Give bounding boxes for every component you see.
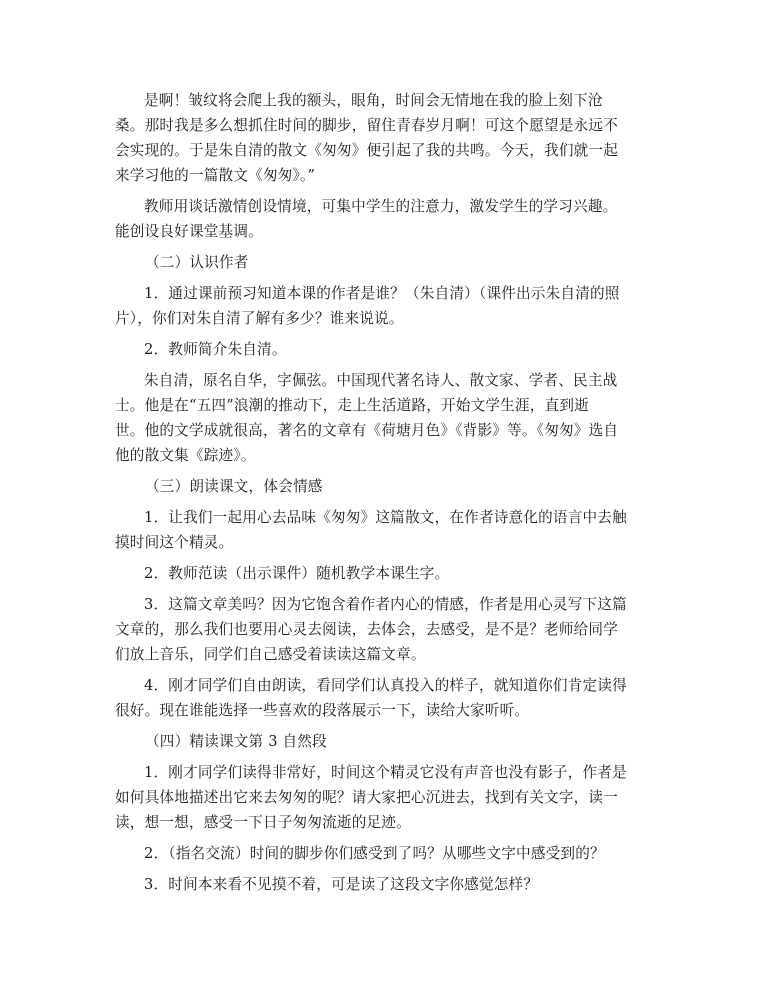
paragraph-line: 4．刚才同学们自由朗读，看同学们认真投入的样子，就知道你们肯定读得 <box>144 677 627 694</box>
paragraph <box>115 88 655 188</box>
paragraph-line: 2．教师范读（出示课件）随机教学本课生字。 <box>144 565 450 582</box>
paragraph-line: 片），你们对朱自清了解有多少？谁来说说。 <box>115 310 404 327</box>
paragraph-line: 们放上音乐，同学们自己感受着读读这篇文章。 <box>115 646 426 663</box>
paragraph-line: 朱自清，原名自华，字佩弦。中国现代著名诗人、散文家、学者、民主战 <box>144 372 618 389</box>
section-heading: （三）朗读课文，体会情感 <box>145 478 323 495</box>
paragraph-line: 他的散文集《踪迹》。 <box>115 447 256 464</box>
paragraph-line: 文章的，那么我们也要用心灵去阅读，去体会，去感受，是不是？老师给同学 <box>115 621 618 638</box>
paragraph <box>115 194 655 244</box>
paragraph-line: 如何具体地描述出它来去匆匆的呢？请大家把心沉进去，找到有关文字，读一 <box>115 789 618 806</box>
paragraph-line: 2．（指名交流）时间的脚步你们感受到了吗？从哪些文字中感受到的？ <box>144 845 605 862</box>
section-heading: （四）精读课文第 3 自然段 <box>145 733 327 750</box>
paragraph <box>115 841 655 866</box>
paragraph <box>115 872 655 897</box>
paragraph-line: 来学习他的一篇散文《匆匆》。” <box>115 167 316 184</box>
paragraph-line: 士。他是在“五四”浪潮的推动下，走上生活道路，开始文学生涯，直到逝 <box>115 397 589 414</box>
paragraph <box>115 505 655 555</box>
paragraph-line: 读，想一想，感受一下日子匆匆流逝的足迹。 <box>115 814 411 831</box>
paragraph <box>115 673 655 723</box>
paragraph-line: 2．教师简介朱自清。 <box>144 341 287 358</box>
paragraph <box>115 281 655 331</box>
paragraph-line: 是啊！皱纹将会爬上我的额头，眼角，时间会无情地在我的脸上刻下沧 <box>144 92 603 109</box>
paragraph-line: 会实现的。于是朱自清的散文《匆匆》便引起了我的共鸣。今天，我们就一起 <box>115 142 618 159</box>
paragraph-line: 摸时间这个精灵。 <box>115 534 234 551</box>
paragraph-line: 桑。那时我是多么想抓住时间的脚步，留住青春岁月啊！可这个愿望是永远不 <box>115 117 618 134</box>
paragraph-line: 很好。现在谁能选择一些喜欢的段落展示一下，读给大家听听。 <box>115 702 530 719</box>
paragraph-line: 1．通过课前预习知道本课的作者是谁？（朱自清）（课件出示朱自清的照 <box>144 285 620 302</box>
paragraph-line: 1．让我们一起用心去品味《匆匆》这篇散文，在作者诗意化的语言中去触 <box>144 509 627 526</box>
paragraph <box>115 592 655 667</box>
paragraph <box>115 368 655 468</box>
paragraph-line: 3．这篇文章美吗？因为它饱含着作者内心的情感，作者是用心灵写下这篇 <box>144 596 627 613</box>
document-body <box>115 88 655 903</box>
paragraph-line: 3．时间本来看不见摸不着，可是读了这段文字你感觉怎样？ <box>144 876 539 893</box>
paragraph <box>115 760 655 835</box>
paragraph <box>115 337 655 362</box>
paragraph-line: 1．刚才同学们读得非常好，时间这个精灵它没有声音也没有影子，作者是 <box>144 764 627 781</box>
paragraph <box>115 561 655 586</box>
paragraph-line: 世。他的文学成就很高，著名的文章有《荷塘月色》《背影》等。《匆匆》选自 <box>115 422 619 439</box>
paragraph-line: 教师用谈话激情创设情境，可集中学生的注意力，激发学生的学习兴趣。 <box>144 198 618 215</box>
paragraph-line: 能创设良好课堂基调。 <box>115 223 263 240</box>
section-heading: （二）认识作者 <box>145 254 249 271</box>
